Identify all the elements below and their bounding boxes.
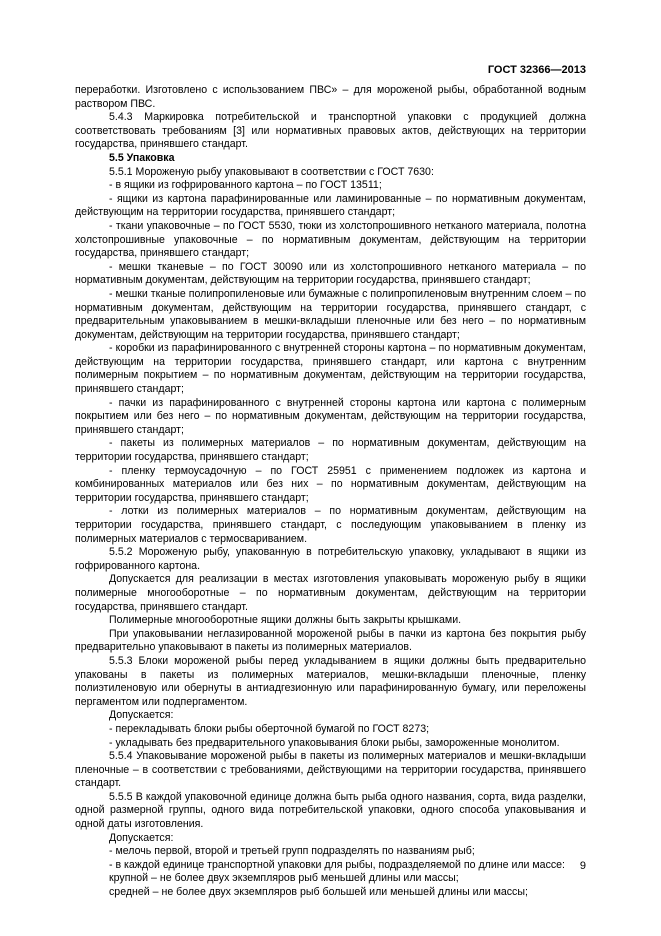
paragraph: 5.5.2 Мороженую рыбу, упакованную в потребительскую упаковку, укладывают в ящики из гофрированного картона. (75, 546, 586, 572)
paragraph: Допускается: (109, 831, 174, 844)
paragraph: 5.5.4 Упаковывание мороженой рыбы в пакеты из полимерных материалов и мешки-вкладыши пленочные – в соответствии с требованиями, действующими на территории государства, принявшего стандарт. (75, 750, 586, 790)
paragraph: - ткани упаковочные – по ГОСТ 5530, тюки из холстопрошивного нетканого материала, полотна холстопрошивные упаковочные – по нормативным документам, действующим на территории государства, принявшего стандарт; (75, 219, 586, 260)
paragraph: переработки. Изготовлено с использованием ПВС» – для мороженой рыбы, обработанной водным раствором ПВС. (75, 84, 586, 110)
paragraph: средней – не более двух экземпляров рыб большей или меньшей длины или массы; (109, 886, 528, 899)
paragraph: - мелочь первой, второй и третьей групп подразделять по названиям рыб; (109, 845, 475, 858)
paragraph: - пачки из парафинированного с внутренней стороны картона или картона с полимерным покрытием или без него – по нормативным документам, действующим на территории государства, принявшего стандарт; (75, 396, 586, 436)
paragraph: - укладывать без предварительного упаковывания блоки рыбы, замороженные монолитом. (109, 736, 560, 749)
paragraph: - пленку термоусадочную – по ГОСТ 25951 с применением подложек из картона и комбинированных материалов или без них – по нормативным документам, действующим на территории государства, принявшего стандарт; (75, 464, 586, 504)
paragraph: Допускается: (109, 709, 174, 722)
paragraph: - лотки из полимерных материалов – по нормативным документам, действующим на территории государства, принявшего стандарт, с последующим упаковыванием в пленку из полимерных материалов с термосвариванием. (75, 505, 586, 545)
paragraph: - мешки тканые полипропиленовые или бумажные с полипропиленовым внутренним слоем – по нормативным документам, действующим на территории государства, принявшего стандарт, с предварительным упаковыванием в мешки-вкладыши пленочные или без него – по нормативным документам, действующим на территории государства, принявшего стандарт; (75, 287, 586, 341)
paragraph: 5.5.1 Мороженую рыбу упаковывают в соответствии с ГОСТ 7630: (109, 165, 434, 178)
paragraph: - коробки из парафинированного с внутренней стороны картона – по нормативным документам, действующим на территории государства, принявшего стандарт, или картона с внутренним полимерным покрытием – по нормативным документам, действующим на территории государства, принявшего стандарт; (75, 342, 586, 396)
page-number: 9 (579, 860, 586, 872)
paragraph: 5.5.3 Блоки мороженой рыбы перед укладыванием в ящики должны быть предварительно упакованы в пакеты из полимерных материалов, мешки-вкладыши пленочные, пленку полиэтиленовую или обернуты в антиадгезионную или парафинированную бумагу, или переложены пергаментом или подпергаментом. (75, 654, 586, 708)
document-body (75, 84, 586, 900)
paragraph: крупной – не более двух экземпляров рыб меньшей длины или массы; (109, 872, 459, 885)
paragraph: - ящики из картона парафинированные или ламинированные – по нормативным документам, действующим на территории государства, принявшего стандарт; (75, 192, 586, 219)
paragraph: - мешки тканевые – по ГОСТ 30090 или из холстопрошивного нетканого материала – по нормативным документам, действующим на территории государства, принявшего стандарт; (75, 260, 586, 287)
paragraph: 5.4.3 Маркировка потребительской и транспортной упаковки с продукцией должна соответствовать требованиям [3] или нормативных правовых актов, действующих на территории государства, принявшего стандарт. (75, 111, 586, 151)
section-heading: 5.5 Упаковка (109, 151, 175, 164)
document-header: ГОСТ 32366—2013 (487, 64, 586, 76)
paragraph: - перекладывать блоки рыбы оберточной бумагой по ГОСТ 8273; (109, 722, 430, 735)
paragraph: - в каждой единице транспортной упаковки для рыбы, подразделяемой по длине или массе: (109, 858, 566, 871)
paragraph: - в ящики из гофрированного картона – по ГОСТ 13511; (109, 179, 382, 192)
paragraph: - пакеты из полимерных материалов – по нормативным документам, действующим на территории государства, принявшего стандарт; (75, 437, 586, 464)
paragraph: При упаковывании неглазированной мороженой рыбы в пачки из картона без покрытия рыбу предварительно упаковывают в пакеты из полимерных материалов. (75, 627, 586, 654)
paragraph: Полимерные многооборотные ящики должны быть закрыты крышками. (109, 614, 462, 627)
paragraph: Допускается для реализации в местах изготовления упаковывать мороженую рыбу в ящики полимерные многооборотные – по нормативным документам, действующим на территории государства, принявшего стандарт. (75, 573, 586, 613)
paragraph: 5.5.5 В каждой упаковочной единице должна быть рыба одного названия, сорта, вида разделки, одной размерной группы, одного вида потребительской упаковки, одного способа упаковывания и одной даты изготовления. (75, 790, 586, 831)
